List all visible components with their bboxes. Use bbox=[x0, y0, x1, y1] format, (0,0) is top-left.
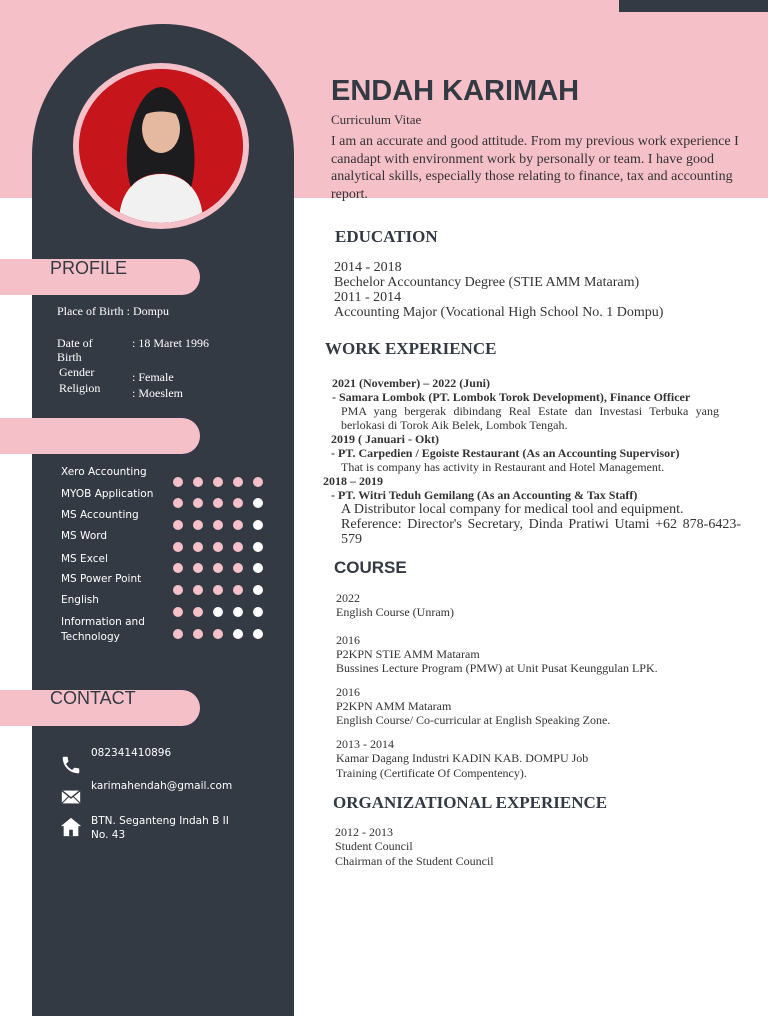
skill-dot-filled bbox=[173, 477, 183, 487]
job-reference: Reference: Director's Secretary, Dinda Pratiwi Utami +62 878-6423-579 bbox=[341, 517, 741, 547]
contact-title: CONTACT bbox=[50, 688, 136, 708]
skill-dot-filled bbox=[233, 520, 243, 530]
skill-dot-filled bbox=[173, 563, 183, 573]
skill-dot-filled bbox=[233, 477, 243, 487]
skill-dot-filled bbox=[173, 629, 183, 639]
gender-value: : Female bbox=[132, 370, 174, 384]
course-year: 2016 bbox=[336, 633, 360, 647]
skill-label: MS Excel bbox=[61, 553, 108, 565]
person-name: ENDAH KARIMAH bbox=[331, 75, 580, 107]
profile-photo bbox=[79, 69, 243, 223]
skill-dot-empty bbox=[233, 607, 243, 617]
skill-rating bbox=[173, 629, 263, 639]
skill-dot-filled bbox=[193, 520, 203, 530]
course-detail: Bussines Lecture Program (PMW) at Unit Pusat Keunggulan LPK. bbox=[336, 661, 658, 675]
religion-value: : Moeslem bbox=[132, 386, 183, 400]
skill-dot-filled bbox=[173, 585, 183, 595]
course-detail: Training (Certificate Of Compentency). bbox=[336, 766, 527, 780]
skill-dot-filled bbox=[173, 520, 183, 530]
dob-value: : 18 Maret 1996 bbox=[132, 336, 209, 350]
mail-icon bbox=[60, 786, 82, 808]
job-role: - PT. Witri Teduh Gemilang (As an Accounting & Tax Staff) bbox=[331, 488, 638, 502]
dob-label: Date of Birth bbox=[57, 336, 93, 364]
religion-label: Religion bbox=[59, 381, 101, 395]
organization-name: Student Council bbox=[335, 839, 413, 853]
skill-dot-filled bbox=[213, 585, 223, 595]
skill-dot-filled bbox=[193, 629, 203, 639]
course-year: 2016 bbox=[336, 685, 360, 699]
skill-label: English bbox=[61, 594, 99, 606]
course-detail: P2KPN AMM Mataram bbox=[336, 699, 452, 713]
skill-label: Information and Technology bbox=[61, 616, 145, 643]
skill-dot-filled bbox=[233, 542, 243, 552]
course-detail: Kamar Dagang Industri KADIN KAB. DOMPU Job bbox=[336, 751, 589, 765]
skill-dot-filled bbox=[193, 498, 203, 508]
skill-dot-empty bbox=[253, 585, 263, 595]
course-year: 2013 - 2014 bbox=[336, 737, 394, 751]
skill-dot-empty bbox=[253, 498, 263, 508]
skill-dot-filled bbox=[233, 563, 243, 573]
contact-email[interactable]: karimahendah@gmail.com bbox=[91, 780, 233, 792]
intro-paragraph: I am an accurate and good attitude. From my previous work experience I canadapt with environment work by personally or team. I have good analytical skills, especially those relating to finance, tax and accounting report. bbox=[331, 134, 739, 202]
skill-dot-filled bbox=[213, 563, 223, 573]
skill-dot-filled bbox=[193, 542, 203, 552]
skill-rating bbox=[173, 498, 263, 508]
skill-dot-filled bbox=[213, 498, 223, 508]
skill-dot-filled bbox=[213, 477, 223, 487]
course-title: COURSE bbox=[334, 558, 407, 577]
skill-rating bbox=[173, 520, 263, 530]
skill-dot-filled bbox=[193, 585, 203, 595]
course-detail: P2KPN STIE AMM Mataram bbox=[336, 647, 480, 661]
education-title: EDUCATION bbox=[335, 227, 438, 246]
skill-dot-empty bbox=[253, 607, 263, 617]
skill-rating bbox=[173, 563, 263, 573]
job-description: A Distributor local company for medical tool and equipment. bbox=[341, 502, 684, 517]
course-detail: English Course/ Co-curricular at English Speaking Zone. bbox=[336, 713, 611, 727]
education-detail: Accounting Major (Vocational High School No. 1 Dompu) bbox=[334, 305, 664, 320]
education-years: 2014 - 2018 bbox=[334, 260, 402, 275]
skills-tab bbox=[0, 418, 200, 454]
skill-dot-filled bbox=[193, 563, 203, 573]
job-role: - Samara Lombok (PT. Lombok Torok Development), Finance Officer bbox=[332, 390, 691, 404]
profile-title: PROFILE bbox=[50, 258, 128, 278]
course-detail: English Course (Unram) bbox=[336, 605, 454, 619]
job-period: 2018 – 2019 bbox=[323, 474, 383, 488]
skill-label: MYOB Application bbox=[61, 488, 154, 500]
birth-place: Place of Birth : Dompu bbox=[57, 304, 169, 318]
skill-dot-filled bbox=[233, 498, 243, 508]
skill-dot-empty bbox=[233, 629, 243, 639]
skill-dot-filled bbox=[213, 520, 223, 530]
work-title: WORK EXPERIENCE bbox=[325, 339, 497, 358]
skill-dot-empty bbox=[253, 542, 263, 552]
skill-dot-filled bbox=[193, 607, 203, 617]
skill-label: MS Word bbox=[61, 530, 108, 542]
skill-rating bbox=[173, 542, 263, 552]
skill-dot-filled bbox=[173, 542, 183, 552]
education-years: 2011 - 2014 bbox=[334, 290, 402, 305]
skill-label: MS Accounting bbox=[61, 509, 139, 521]
skill-dot-filled bbox=[233, 585, 243, 595]
cv-subtitle: Curriculum Vitae bbox=[331, 112, 422, 127]
phone-icon bbox=[60, 754, 82, 776]
skill-dot-filled bbox=[193, 477, 203, 487]
skill-label: Xero Accounting bbox=[61, 466, 147, 478]
skill-dot-filled bbox=[173, 607, 183, 617]
organization-role: Chairman of the Student Council bbox=[335, 854, 494, 868]
contact-phone[interactable]: 082341410896 bbox=[91, 747, 172, 759]
home-icon bbox=[60, 816, 82, 838]
job-description: That is company has activity in Restaurant and Hotel Management. bbox=[341, 460, 665, 474]
skill-rating bbox=[173, 607, 263, 617]
skill-dot-filled bbox=[213, 629, 223, 639]
education-detail: Bechelor Accountancy Degree (STIE AMM Mataram) bbox=[334, 275, 640, 290]
skill-dot-filled bbox=[253, 477, 263, 487]
skill-rating bbox=[173, 477, 263, 487]
job-period: 2021 (November) – 2022 (Juni) bbox=[332, 376, 490, 390]
organization-title: ORGANIZATIONAL EXPERIENCE bbox=[333, 793, 608, 812]
skill-dot-filled bbox=[173, 498, 183, 508]
skill-rating bbox=[173, 585, 263, 595]
gender-label: Gender bbox=[59, 365, 95, 379]
organization-years: 2012 - 2013 bbox=[335, 825, 393, 839]
skill-dot-empty bbox=[253, 520, 263, 530]
contact-address: BTN. Seganteng Indah B II No. 43 bbox=[91, 815, 229, 841]
skill-dot-empty bbox=[253, 563, 263, 573]
course-year: 2022 bbox=[336, 591, 360, 605]
skill-dot-filled bbox=[213, 542, 223, 552]
skill-label: MS Power Point bbox=[61, 573, 142, 585]
skill-dot-empty bbox=[253, 629, 263, 639]
job-period: 2019 ( Januari - Okt) bbox=[331, 432, 439, 446]
skill-dot-empty bbox=[213, 607, 223, 617]
job-description: PMA yang bergerak dibindang Real Estate dan Investasi Terbuka yang berlokasi di Torok Aik Belek, Lombok Tengah. bbox=[341, 404, 719, 432]
corner-bar bbox=[619, 0, 768, 12]
job-role: - PT. Carpedien / Egoiste Restaurant (As an Accounting Supervisor) bbox=[331, 446, 680, 460]
